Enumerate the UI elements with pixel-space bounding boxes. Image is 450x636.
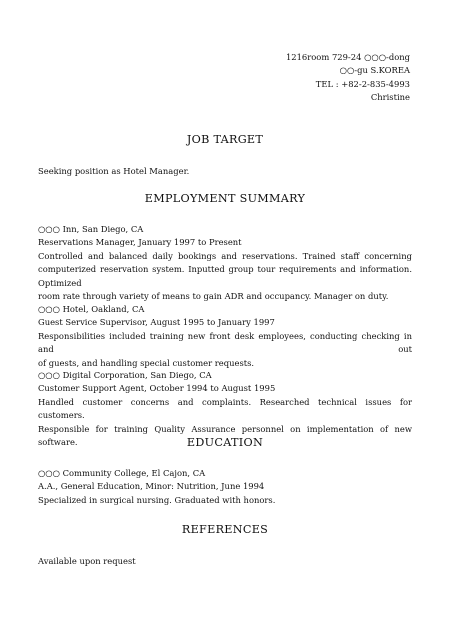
job-description-line: of guests, and handling special customer requests. [38, 357, 255, 368]
job-description-line: Controlled and balanced daily bookings and reservations. Trained staff concerning [38, 250, 412, 261]
job-description-line: Responsible for training Quality Assurance personnel on implementation of new software. [38, 423, 412, 448]
education-degree: A.A., General Education, Minor: Nutrition, June 1994 [38, 481, 265, 492]
references-heading: REFERENCES [181, 523, 269, 536]
address-line: ○○-gu S.KOREA [339, 65, 410, 76]
job-description-line: room rate through variety of means to gain ADR and occupancy. Manager on duty. [38, 291, 389, 302]
address-line: 1216room 729-24 ○○○-dong [285, 52, 410, 62]
education-heading: EDUCATION [186, 436, 264, 449]
job-employer: ○○○ Digital Corporation, San Diego, CA [38, 370, 212, 380]
employment-summary-heading: EMPLOYMENT SUMMARY [144, 192, 306, 205]
job-entry-2 [38, 303, 412, 370]
applicant-name: Christine [370, 92, 410, 103]
education-note: Specialized in surgical nursing. Graduated with honors. [38, 494, 276, 505]
job-role: Customer Support Agent, October 1994 to August 1995 [38, 383, 276, 394]
phone-line: TEL : +82-2-835-4993 [315, 78, 410, 89]
job-description-line: Responsibilities included training new front desk employees, conducting checking in and out [38, 330, 412, 355]
job-role: Reservations Manager, January 1997 to Present [38, 237, 242, 248]
job-target-text: Seeking position as Hotel Manager. [38, 166, 190, 176]
job-description-line: computerized reservation system. Inputted group tour requirements and information. Optimized [38, 264, 412, 288]
job-role: Guest Service Supervisor, August 1995 to January 1997 [38, 317, 275, 328]
job-employer: ○○○ Inn, San Diego, CA [38, 224, 144, 234]
references-text: Available upon request [38, 556, 136, 566]
job-entry-1 [38, 223, 412, 303]
education-school: ○○○ Community College, El Cajon, CA [38, 468, 206, 478]
job-employer: ○○○ Hotel, Oakland, CA [38, 304, 145, 314]
job-target-heading: JOB TARGET [186, 133, 264, 146]
education-entry [38, 467, 412, 507]
job-description-line: Handled customer concerns and complaints. Researched technical issues for customers. [38, 396, 412, 421]
contact-address [210, 51, 410, 105]
